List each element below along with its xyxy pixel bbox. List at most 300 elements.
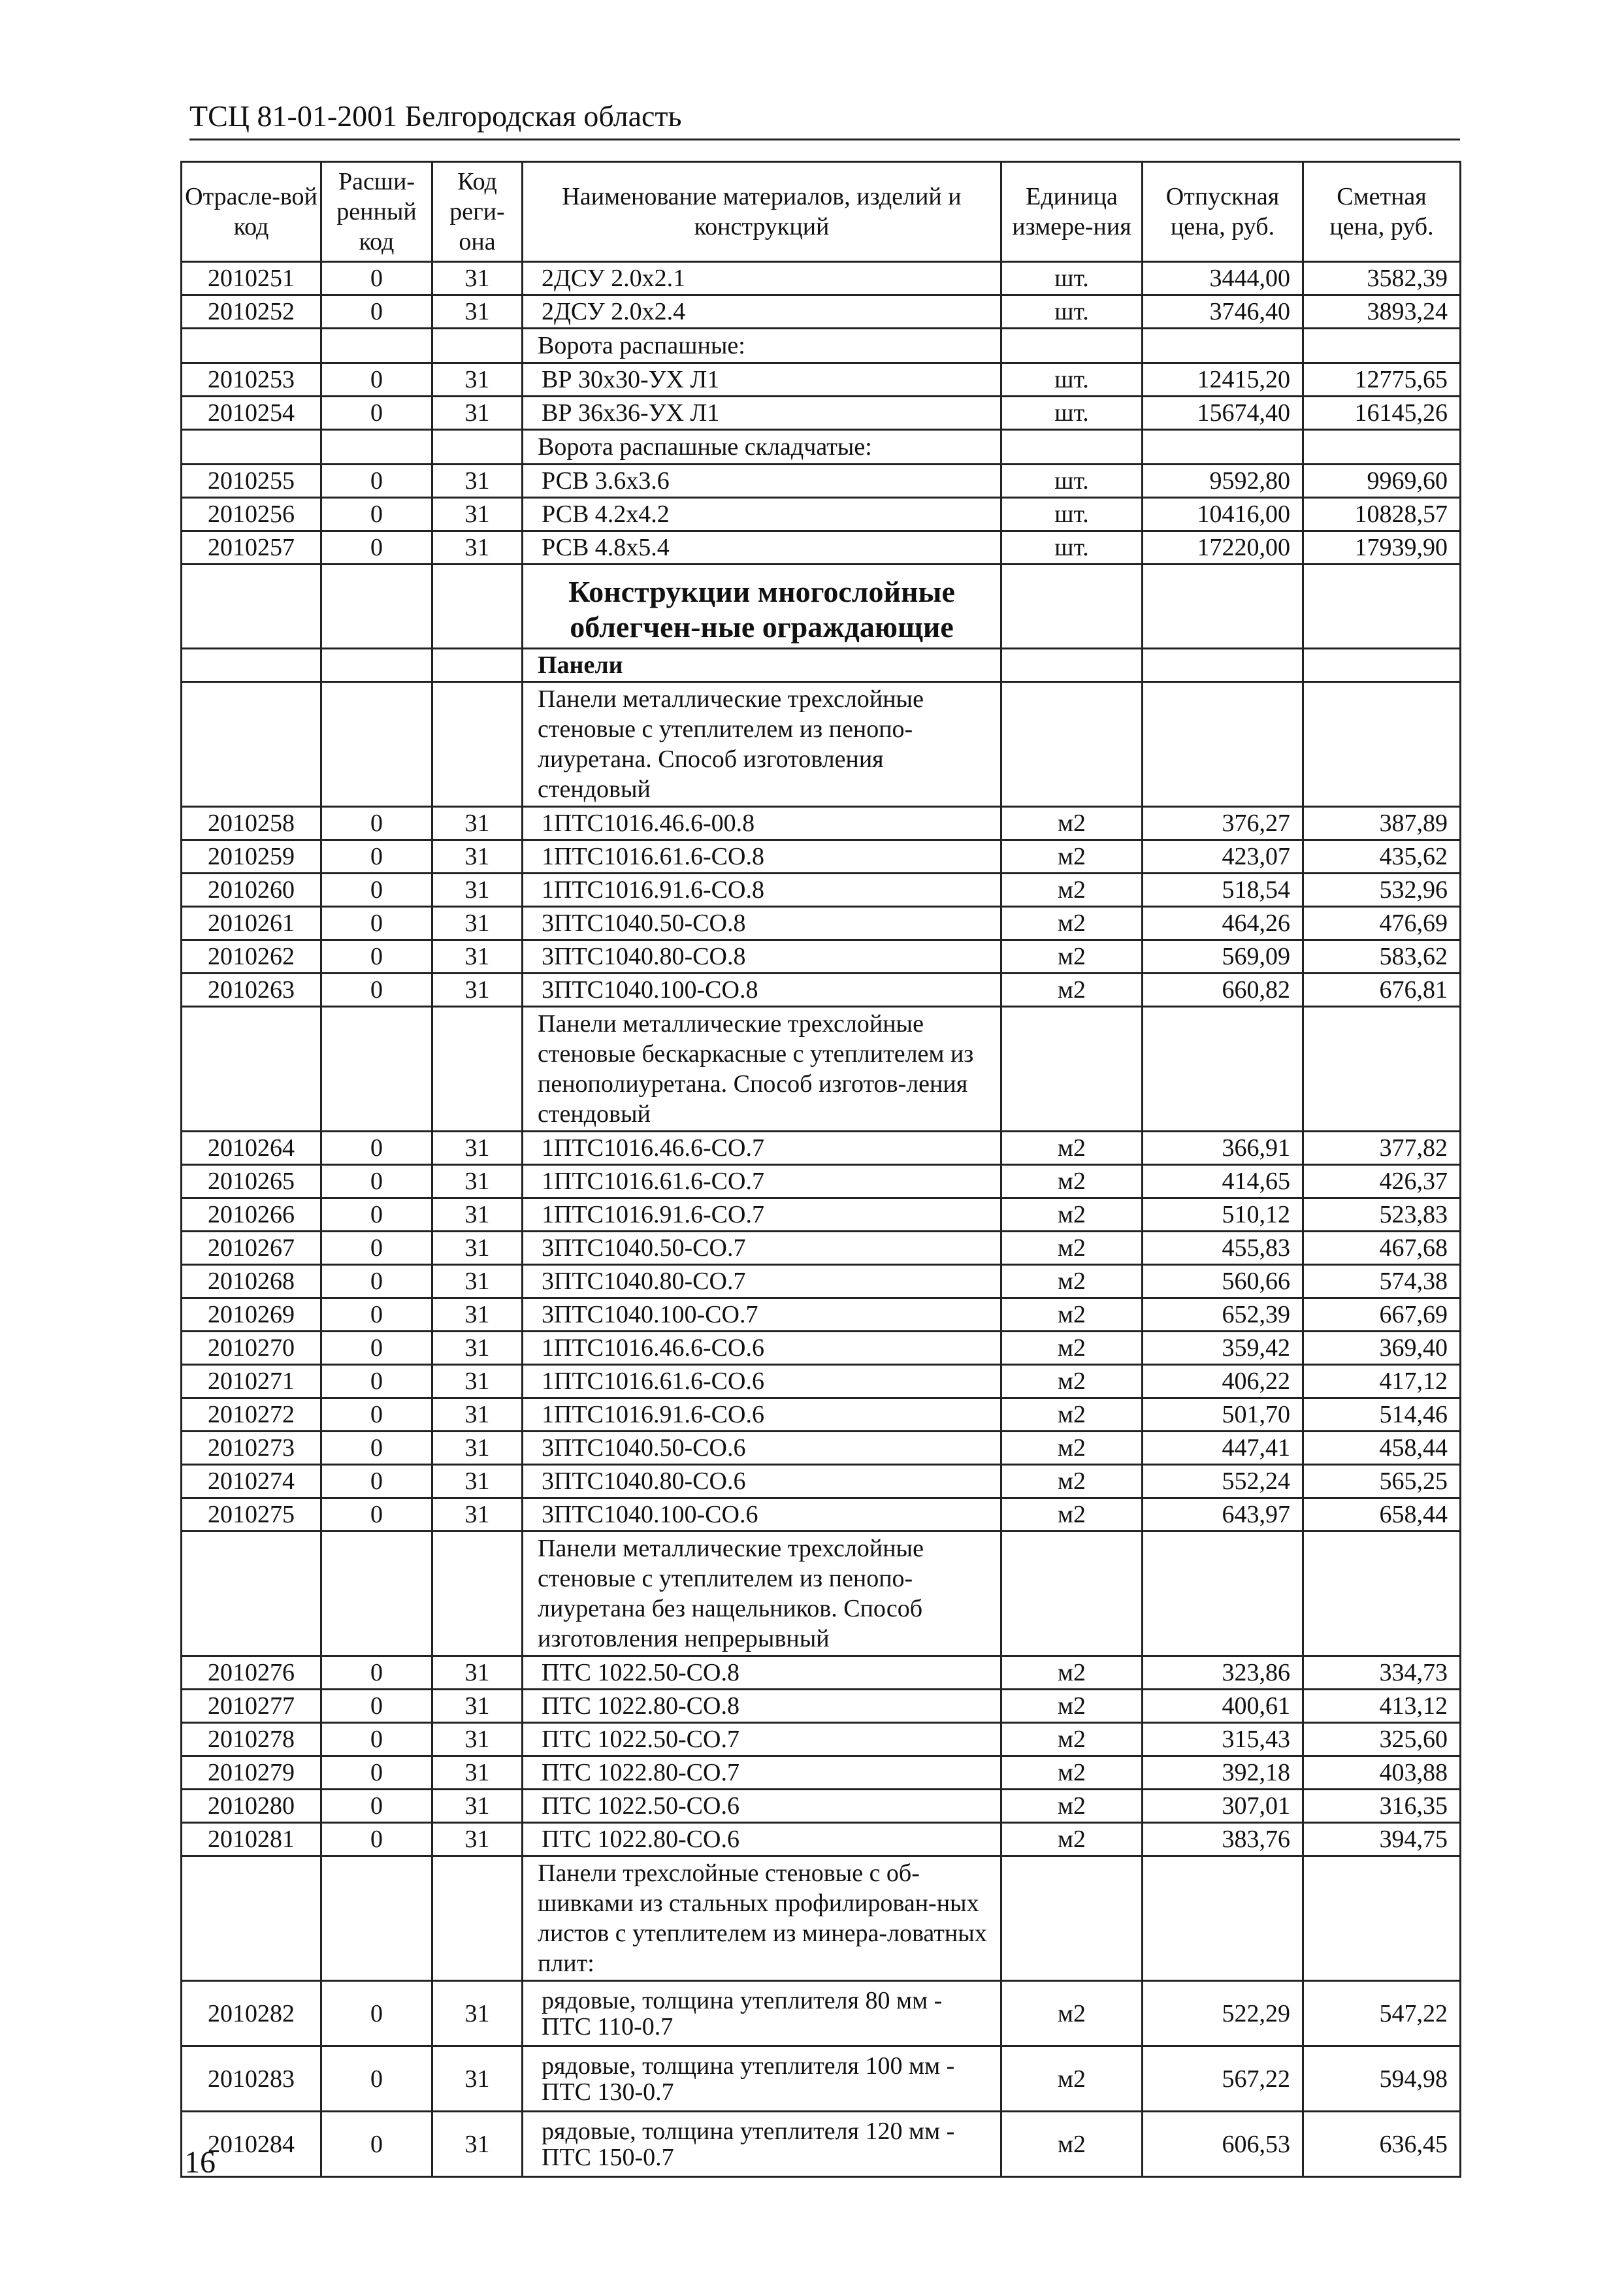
estimate-price-cell: 667,69 — [1303, 1298, 1461, 1332]
region-code-cell: 31 — [432, 1690, 523, 1723]
subheading: Панели — [523, 649, 1001, 682]
extended-code-cell: 0 — [321, 1465, 432, 1498]
empty-cell — [321, 565, 432, 649]
unit-cell: шт. — [1001, 295, 1143, 329]
region-code-cell: 31 — [432, 397, 523, 430]
section-heading: Конструкции многослойные облегчен-ные ограждающие — [523, 565, 1001, 649]
subheading-row — [182, 649, 1461, 682]
code-cell: 2010268 — [182, 1265, 321, 1298]
table-row — [182, 1656, 1461, 1690]
table-row — [182, 498, 1461, 531]
release-price-cell: 12415,20 — [1143, 363, 1303, 397]
release-price-cell: 9592,80 — [1143, 465, 1303, 498]
empty-cell — [182, 1532, 321, 1656]
estimate-price-cell: 316,35 — [1303, 1790, 1461, 1823]
empty-cell — [1001, 329, 1143, 363]
extended-code-cell: 0 — [321, 1690, 432, 1723]
code-cell: 2010277 — [182, 1690, 321, 1723]
unit-cell: м2 — [1001, 1465, 1143, 1498]
region-code-cell: 31 — [432, 874, 523, 907]
estimate-price-cell: 583,62 — [1303, 940, 1461, 974]
name-cell: 3ПТС1040.50-СО.8 — [523, 907, 1001, 940]
unit-cell: шт. — [1001, 465, 1143, 498]
code-cell: 2010272 — [182, 1398, 321, 1432]
release-price-cell: 10416,00 — [1143, 498, 1303, 531]
code-cell: 2010270 — [182, 1332, 321, 1365]
empty-cell — [1303, 649, 1461, 682]
unit-cell: м2 — [1001, 974, 1143, 1007]
estimate-price-cell: 413,12 — [1303, 1690, 1461, 1723]
unit-cell: м2 — [1001, 1265, 1143, 1298]
name-cell: 3ПТС1040.50-СО.7 — [523, 1232, 1001, 1265]
estimate-price-cell: 476,69 — [1303, 907, 1461, 940]
table-row — [182, 1465, 1461, 1498]
extended-code-cell: 0 — [321, 498, 432, 531]
table-row — [182, 1165, 1461, 1198]
empty-cell — [1001, 1532, 1143, 1656]
extended-code-cell: 0 — [321, 1790, 432, 1823]
name-cell: 3ПТС1040.50-СО.6 — [523, 1432, 1001, 1465]
table-row — [182, 1265, 1461, 1298]
extended-code-cell: 0 — [321, 840, 432, 874]
unit-cell: м2 — [1001, 1365, 1143, 1398]
region-code-cell: 31 — [432, 807, 523, 840]
estimate-price-cell: 16145,26 — [1303, 397, 1461, 430]
code-cell: 2010256 — [182, 498, 321, 531]
name-cell: ВР 30х30-УХ Л1 — [523, 363, 1001, 397]
name-cell: рядовые, толщина утеплителя 100 мм - ПТС 130-0.7 — [523, 2046, 1001, 2112]
empty-cell — [1001, 1007, 1143, 1132]
table-row — [182, 1432, 1461, 1465]
empty-cell — [182, 1856, 321, 1981]
extended-code-cell: 0 — [321, 1398, 432, 1432]
unit-cell: м2 — [1001, 1981, 1143, 2046]
region-code-cell: 31 — [432, 1165, 523, 1198]
empty-cell — [1143, 430, 1303, 465]
name-cell: ВР 36х36-УХ Л1 — [523, 397, 1001, 430]
code-cell: 2010262 — [182, 940, 321, 974]
empty-cell — [1001, 565, 1143, 649]
release-price-cell: 392,18 — [1143, 1756, 1303, 1790]
extended-code-cell: 0 — [321, 1432, 432, 1465]
unit-cell: шт. — [1001, 498, 1143, 531]
empty-cell — [432, 430, 523, 465]
release-price-cell: 569,09 — [1143, 940, 1303, 974]
name-cell: ПТС 1022.50-СО.7 — [523, 1723, 1001, 1756]
code-cell: 2010281 — [182, 1823, 321, 1856]
table-row — [182, 940, 1461, 974]
code-cell: 2010258 — [182, 807, 321, 840]
extended-code-cell: 0 — [321, 1656, 432, 1690]
empty-cell — [432, 1007, 523, 1132]
code-cell: 2010279 — [182, 1756, 321, 1790]
empty-cell — [1303, 565, 1461, 649]
unit-cell: м2 — [1001, 1432, 1143, 1465]
extended-code-cell: 0 — [321, 262, 432, 295]
release-price-cell: 560,66 — [1143, 1265, 1303, 1298]
unit-cell: м2 — [1001, 1690, 1143, 1723]
estimate-price-cell: 387,89 — [1303, 807, 1461, 840]
release-price-cell: 414,65 — [1143, 1165, 1303, 1198]
release-price-cell: 15674,40 — [1143, 397, 1303, 430]
release-price-cell: 518,54 — [1143, 874, 1303, 907]
table-row — [182, 1365, 1461, 1398]
empty-cell — [321, 682, 432, 807]
table-row — [182, 1198, 1461, 1232]
unit-cell: м2 — [1001, 940, 1143, 974]
release-price-cell: 660,82 — [1143, 974, 1303, 1007]
code-cell: 2010253 — [182, 363, 321, 397]
name-cell: 3ПТС1040.80-СО.8 — [523, 940, 1001, 974]
table-row — [182, 874, 1461, 907]
name-cell: 2ДСУ 2.0х2.4 — [523, 295, 1001, 329]
name-cell: 3ПТС1040.100-СО.8 — [523, 974, 1001, 1007]
name-cell: 2ДСУ 2.0х2.1 — [523, 262, 1001, 295]
empty-cell — [1143, 1007, 1303, 1132]
group-description: Ворота распашные складчатые: — [523, 430, 1001, 465]
column-header-code: Отрасле-вой код — [182, 162, 321, 262]
release-price-cell: 464,26 — [1143, 907, 1303, 940]
code-cell: 2010267 — [182, 1232, 321, 1265]
region-code-cell: 31 — [432, 1132, 523, 1165]
region-code-cell: 31 — [432, 1656, 523, 1690]
code-cell: 2010252 — [182, 295, 321, 329]
region-code-cell: 31 — [432, 1465, 523, 1498]
code-cell: 2010283 — [182, 2046, 321, 2112]
table-row — [182, 2046, 1461, 2112]
estimate-price-cell: 676,81 — [1303, 974, 1461, 1007]
empty-cell — [1303, 1532, 1461, 1656]
unit-cell: м2 — [1001, 874, 1143, 907]
empty-cell — [1001, 1856, 1143, 1981]
unit-cell: м2 — [1001, 840, 1143, 874]
name-cell: 1ПТС1016.91.6-СО.7 — [523, 1198, 1001, 1232]
name-cell: РСВ 3.6х3.6 — [523, 465, 1001, 498]
empty-cell — [1303, 682, 1461, 807]
release-price-cell: 359,42 — [1143, 1332, 1303, 1365]
empty-cell — [1001, 649, 1143, 682]
region-code-cell: 31 — [432, 262, 523, 295]
region-code-cell: 31 — [432, 1198, 523, 1232]
group-description-row — [182, 682, 1461, 807]
table-row — [182, 1398, 1461, 1432]
code-cell: 2010251 — [182, 262, 321, 295]
region-code-cell: 31 — [432, 531, 523, 565]
empty-cell — [1303, 430, 1461, 465]
column-header-unit: Единица измере-ния — [1001, 162, 1143, 262]
release-price-cell: 567,22 — [1143, 2046, 1303, 2112]
release-price-cell: 522,29 — [1143, 1981, 1303, 2046]
extended-code-cell: 0 — [321, 1132, 432, 1165]
empty-cell — [432, 565, 523, 649]
region-code-cell: 31 — [432, 1232, 523, 1265]
estimate-price-cell: 547,22 — [1303, 1981, 1461, 2046]
release-price-cell: 423,07 — [1143, 840, 1303, 874]
table-row — [182, 1332, 1461, 1365]
release-price-cell: 376,27 — [1143, 807, 1303, 840]
release-price-cell: 366,91 — [1143, 1132, 1303, 1165]
release-price-cell: 606,53 — [1143, 2112, 1303, 2177]
region-code-cell: 31 — [432, 1823, 523, 1856]
extended-code-cell: 0 — [321, 2046, 432, 2112]
region-code-cell: 31 — [432, 907, 523, 940]
table-row — [182, 1690, 1461, 1723]
price-table — [180, 161, 1461, 2178]
group-description-row — [182, 1532, 1461, 1656]
release-price-cell: 383,76 — [1143, 1823, 1303, 1856]
estimate-price-cell: 435,62 — [1303, 840, 1461, 874]
extended-code-cell: 0 — [321, 2112, 432, 2177]
code-cell: 2010278 — [182, 1723, 321, 1756]
extended-code-cell: 0 — [321, 1823, 432, 1856]
table-row — [182, 1298, 1461, 1332]
name-cell: ПТС 1022.80-СО.8 — [523, 1690, 1001, 1723]
code-cell: 2010271 — [182, 1365, 321, 1398]
release-price-cell: 315,43 — [1143, 1723, 1303, 1756]
empty-cell — [321, 1007, 432, 1132]
estimate-price-cell: 514,46 — [1303, 1398, 1461, 1432]
estimate-price-cell: 334,73 — [1303, 1656, 1461, 1690]
unit-cell: м2 — [1001, 1790, 1143, 1823]
region-code-cell: 31 — [432, 1498, 523, 1532]
extended-code-cell: 0 — [321, 1198, 432, 1232]
estimate-price-cell: 377,82 — [1303, 1132, 1461, 1165]
empty-cell — [1001, 682, 1143, 807]
extended-code-cell: 0 — [321, 940, 432, 974]
region-code-cell: 31 — [432, 2112, 523, 2177]
code-cell: 2010263 — [182, 974, 321, 1007]
column-header-estimate-price: Сметная цена, руб. — [1303, 162, 1461, 262]
unit-cell: м2 — [1001, 1823, 1143, 1856]
code-cell: 2010260 — [182, 874, 321, 907]
empty-cell — [1143, 329, 1303, 363]
table-row — [182, 262, 1461, 295]
group-description: Ворота распашные: — [523, 329, 1001, 363]
release-price-cell: 323,86 — [1143, 1656, 1303, 1690]
name-cell: ПТС 1022.50-СО.6 — [523, 1790, 1001, 1823]
region-code-cell: 31 — [432, 840, 523, 874]
empty-cell — [182, 329, 321, 363]
extended-code-cell: 0 — [321, 1756, 432, 1790]
group-description-row — [182, 430, 1461, 465]
estimate-price-cell: 658,44 — [1303, 1498, 1461, 1532]
region-code-cell: 31 — [432, 1723, 523, 1756]
estimate-price-cell: 369,40 — [1303, 1332, 1461, 1365]
table-row — [182, 363, 1461, 397]
table-row — [182, 531, 1461, 565]
empty-cell — [321, 1532, 432, 1656]
code-cell: 2010259 — [182, 840, 321, 874]
group-description-row — [182, 1007, 1461, 1132]
extended-code-cell: 0 — [321, 1723, 432, 1756]
unit-cell: м2 — [1001, 1198, 1143, 1232]
estimate-price-cell: 574,38 — [1303, 1265, 1461, 1298]
extended-code-cell: 0 — [321, 1298, 432, 1332]
region-code-cell: 31 — [432, 1432, 523, 1465]
extended-code-cell: 0 — [321, 807, 432, 840]
estimate-price-cell: 636,45 — [1303, 2112, 1461, 2177]
region-code-cell: 31 — [432, 1298, 523, 1332]
code-cell: 2010255 — [182, 465, 321, 498]
unit-cell: м2 — [1001, 2112, 1143, 2177]
region-code-cell: 31 — [432, 1756, 523, 1790]
name-cell: 3ПТС1040.80-СО.6 — [523, 1465, 1001, 1498]
extended-code-cell: 0 — [321, 531, 432, 565]
table-row — [182, 295, 1461, 329]
table-row — [182, 1498, 1461, 1532]
code-cell: 2010274 — [182, 1465, 321, 1498]
extended-code-cell: 0 — [321, 1232, 432, 1265]
estimate-price-cell: 9969,60 — [1303, 465, 1461, 498]
name-cell: РСВ 4.2х4.2 — [523, 498, 1001, 531]
name-cell: 1ПТС1016.46.6-00.8 — [523, 807, 1001, 840]
group-description: Панели металлические трехслойные стеновые с утеплителем из пенопо-лиуретана без нащельников. Способ изготовления непрерывный — [523, 1532, 1001, 1656]
release-price-cell: 307,01 — [1143, 1790, 1303, 1823]
region-code-cell: 31 — [432, 1265, 523, 1298]
code-cell: 2010273 — [182, 1432, 321, 1465]
unit-cell: м2 — [1001, 1165, 1143, 1198]
unit-cell: м2 — [1001, 907, 1143, 940]
empty-cell — [182, 430, 321, 465]
estimate-price-cell: 3582,39 — [1303, 262, 1461, 295]
code-cell: 2010269 — [182, 1298, 321, 1332]
empty-cell — [1143, 649, 1303, 682]
release-price-cell: 17220,00 — [1143, 531, 1303, 565]
unit-cell: м2 — [1001, 1498, 1143, 1532]
extended-code-cell: 0 — [321, 874, 432, 907]
name-cell: 1ПТС1016.46.6-СО.6 — [523, 1332, 1001, 1365]
unit-cell: м2 — [1001, 807, 1143, 840]
estimate-price-cell: 3893,24 — [1303, 295, 1461, 329]
empty-cell — [321, 649, 432, 682]
empty-cell — [321, 430, 432, 465]
estimate-price-cell: 458,44 — [1303, 1432, 1461, 1465]
table-row — [182, 397, 1461, 430]
region-code-cell: 31 — [432, 1398, 523, 1432]
estimate-price-cell: 417,12 — [1303, 1365, 1461, 1398]
name-cell: 1ПТС1016.61.6-СО.7 — [523, 1165, 1001, 1198]
unit-cell: м2 — [1001, 1332, 1143, 1365]
release-price-cell: 455,83 — [1143, 1232, 1303, 1265]
extended-code-cell: 0 — [321, 465, 432, 498]
column-header-extended-code: Расши-ренный код — [321, 162, 432, 262]
code-cell: 2010265 — [182, 1165, 321, 1198]
extended-code-cell: 0 — [321, 1265, 432, 1298]
name-cell: 1ПТС1016.46.6-СО.7 — [523, 1132, 1001, 1165]
unit-cell: шт. — [1001, 397, 1143, 430]
empty-cell — [1143, 1856, 1303, 1981]
empty-cell — [1143, 682, 1303, 807]
extended-code-cell: 0 — [321, 907, 432, 940]
table-row — [182, 1132, 1461, 1165]
code-cell: 2010261 — [182, 907, 321, 940]
group-description-row — [182, 1856, 1461, 1981]
release-price-cell: 3444,00 — [1143, 262, 1303, 295]
table-row — [182, 1723, 1461, 1756]
name-cell: ПТС 1022.80-СО.7 — [523, 1756, 1001, 1790]
estimate-price-cell: 523,83 — [1303, 1198, 1461, 1232]
estimate-price-cell: 325,60 — [1303, 1723, 1461, 1756]
page-number: 16 — [184, 2145, 216, 2180]
empty-cell — [432, 682, 523, 807]
name-cell: ПТС 1022.80-СО.6 — [523, 1823, 1001, 1856]
empty-cell — [432, 329, 523, 363]
estimate-price-cell: 403,88 — [1303, 1756, 1461, 1790]
extended-code-cell: 0 — [321, 1365, 432, 1398]
release-price-cell: 510,12 — [1143, 1198, 1303, 1232]
estimate-price-cell: 17939,90 — [1303, 531, 1461, 565]
estimate-price-cell: 565,25 — [1303, 1465, 1461, 1498]
region-code-cell: 31 — [432, 1981, 523, 2046]
table-header-row — [182, 162, 1461, 262]
code-cell: 2010254 — [182, 397, 321, 430]
unit-cell: шт. — [1001, 531, 1143, 565]
empty-cell — [1143, 565, 1303, 649]
release-price-cell: 447,41 — [1143, 1432, 1303, 1465]
estimate-price-cell: 594,98 — [1303, 2046, 1461, 2112]
table-row — [182, 840, 1461, 874]
table-row — [182, 1823, 1461, 1856]
code-cell: 2010280 — [182, 1790, 321, 1823]
empty-cell — [182, 1007, 321, 1132]
empty-cell — [182, 649, 321, 682]
column-header-release-price: Отпускная цена, руб. — [1143, 162, 1303, 262]
empty-cell — [321, 329, 432, 363]
table-row — [182, 1790, 1461, 1823]
column-header-region-code: Код реги-она — [432, 162, 523, 262]
extended-code-cell: 0 — [321, 1981, 432, 2046]
release-price-cell: 652,39 — [1143, 1298, 1303, 1332]
extended-code-cell: 0 — [321, 1332, 432, 1365]
estimate-price-cell: 426,37 — [1303, 1165, 1461, 1198]
estimate-price-cell: 467,68 — [1303, 1232, 1461, 1265]
unit-cell: м2 — [1001, 1232, 1143, 1265]
column-header-name: Наименование материалов, изделий и конструкций — [523, 162, 1001, 262]
unit-cell: м2 — [1001, 1298, 1143, 1332]
estimate-price-cell: 532,96 — [1303, 874, 1461, 907]
name-cell: 1ПТС1016.91.6-СО.6 — [523, 1398, 1001, 1432]
table-row — [182, 2112, 1461, 2177]
code-cell: 2010276 — [182, 1656, 321, 1690]
name-cell: 3ПТС1040.100-СО.7 — [523, 1298, 1001, 1332]
code-cell: 2010264 — [182, 1132, 321, 1165]
table-row — [182, 907, 1461, 940]
name-cell: 1ПТС1016.61.6-СО.6 — [523, 1365, 1001, 1398]
unit-cell: шт. — [1001, 262, 1143, 295]
empty-cell — [182, 682, 321, 807]
region-code-cell: 31 — [432, 363, 523, 397]
unit-cell: м2 — [1001, 1656, 1143, 1690]
empty-cell — [432, 649, 523, 682]
empty-cell — [321, 1856, 432, 1981]
empty-cell — [1001, 430, 1143, 465]
empty-cell — [182, 565, 321, 649]
release-price-cell: 3746,40 — [1143, 295, 1303, 329]
group-description: Панели металлические трехслойные стеновые с утеплителем из пенопо-лиуретана. Способ изготовления стендовый — [523, 682, 1001, 807]
table-row — [182, 1981, 1461, 2046]
release-price-cell: 501,70 — [1143, 1398, 1303, 1432]
table-row — [182, 807, 1461, 840]
extended-code-cell: 0 — [321, 295, 432, 329]
region-code-cell: 31 — [432, 1365, 523, 1398]
empty-cell — [432, 1856, 523, 1981]
estimate-price-cell: 10828,57 — [1303, 498, 1461, 531]
region-code-cell: 31 — [432, 974, 523, 1007]
table-body — [182, 262, 1461, 2177]
region-code-cell: 31 — [432, 940, 523, 974]
empty-cell — [1303, 1007, 1461, 1132]
code-cell: 2010282 — [182, 1981, 321, 2046]
